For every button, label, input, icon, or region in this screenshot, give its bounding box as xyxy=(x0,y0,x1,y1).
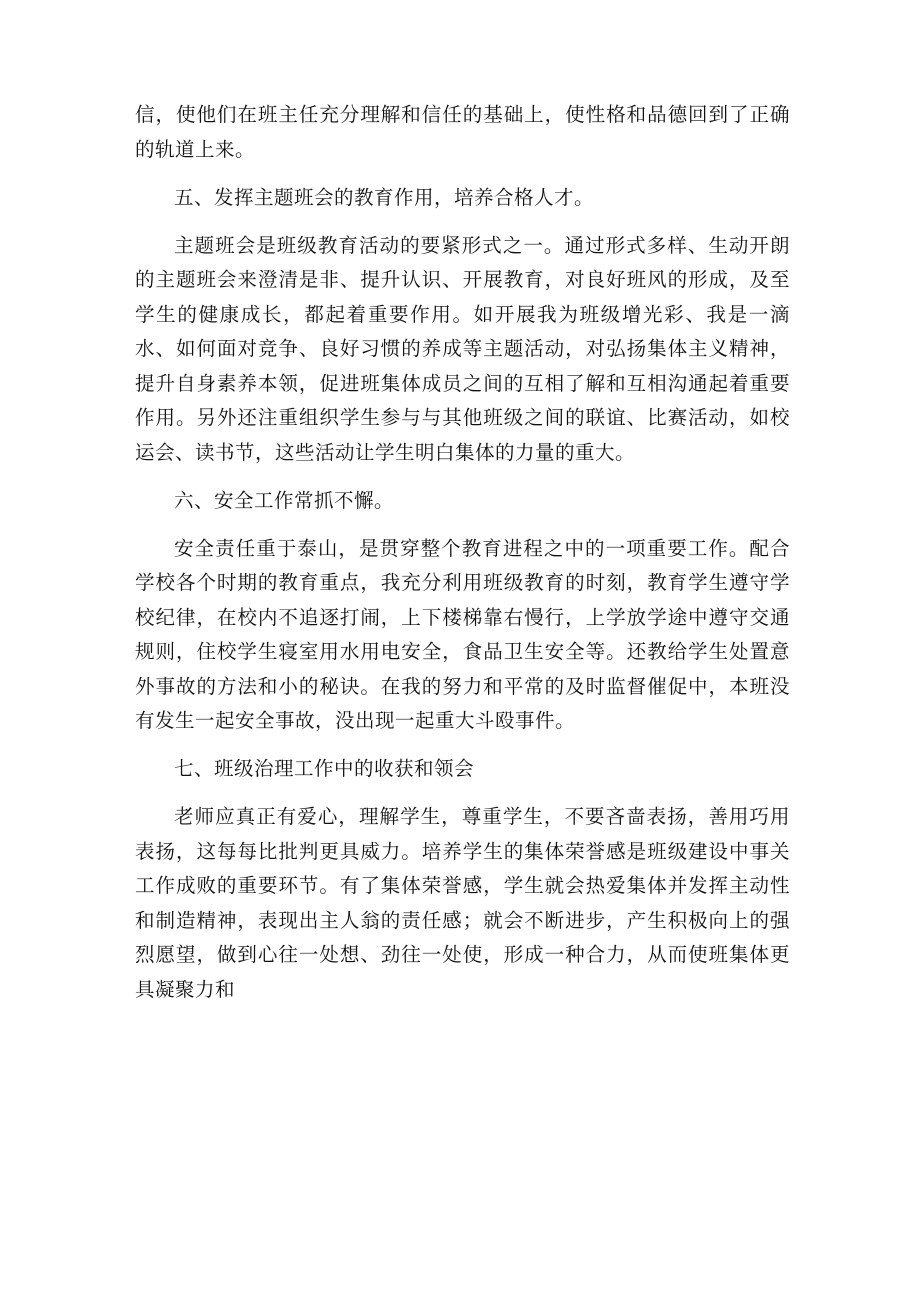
document-body xyxy=(135,98,790,1021)
section-heading-5: 五、发挥主题班会的教育作用，培养合格人才。 xyxy=(174,185,595,209)
section-heading-7: 七、班级治理工作中的收获和领会 xyxy=(174,757,475,780)
paragraph-gains: 老师应真正有爱心，理解学生，尊重学生，不要吝啬表扬，善用巧用表扬，这每每比批判更具威力。培养学生的集体荣誉感是班级建设中事关工作成败的重要环节。有了集体荣誉感，学生就会热爱集体并发挥主动性和制造精神，表现出主人翁的责任感；就会不断进步，产生积极向上的强烈愿望，做到心往一处想、劲往一处使，形成一种合力，从而使班集体更具凝聚力和 xyxy=(135,805,790,1001)
paragraph-class-meeting: 主题班会是班级教育活动的要紧形式之一。通过形式多样、生动开朗的主题班会来澄清是非、提升认识、开展教育，对良好班风的形成，及至学生的健康成长，都起着重要作用。如开展我为班级增光彩、我是一滴水、如何面对竞争、良好习惯的养成等主题活动，对弘扬集体主义精神，提升自身素养本领，促进班集体成员之间的互相了解和互相沟通起着重要作用。另外还注重组织学生参与与其他班级之间的联谊、比赛活动，如校运会、读书节，这些活动让学生明白集体的力量的重大。 xyxy=(135,233,790,464)
section-heading-6: 六、安全工作常抓不懈。 xyxy=(174,488,395,512)
paragraph-continuation: 信，使他们在班主任充分理解和信任的基础上，使性格和品德回到了正确的轨道上来。 xyxy=(135,103,790,161)
paragraph-safety: 安全责任重于泰山，是贯穿整个教育进程之中的一项重要工作。配合学校各个时期的教育重点，我充分利用班级教育的时刻，教育学生遵守学校纪律，在校内不追逐打闹，上下楼梯靠右慢行，上学放学途中遵守交通规则，住校学生寝室用水用电安全，食品卫生安全等。还教给学生处置意外事故的方法和小的秘诀。在我的努力和平常的及时监督催促中，本班没有发生一起安全事故，没出现一起重大斗殴事件。 xyxy=(135,536,790,732)
